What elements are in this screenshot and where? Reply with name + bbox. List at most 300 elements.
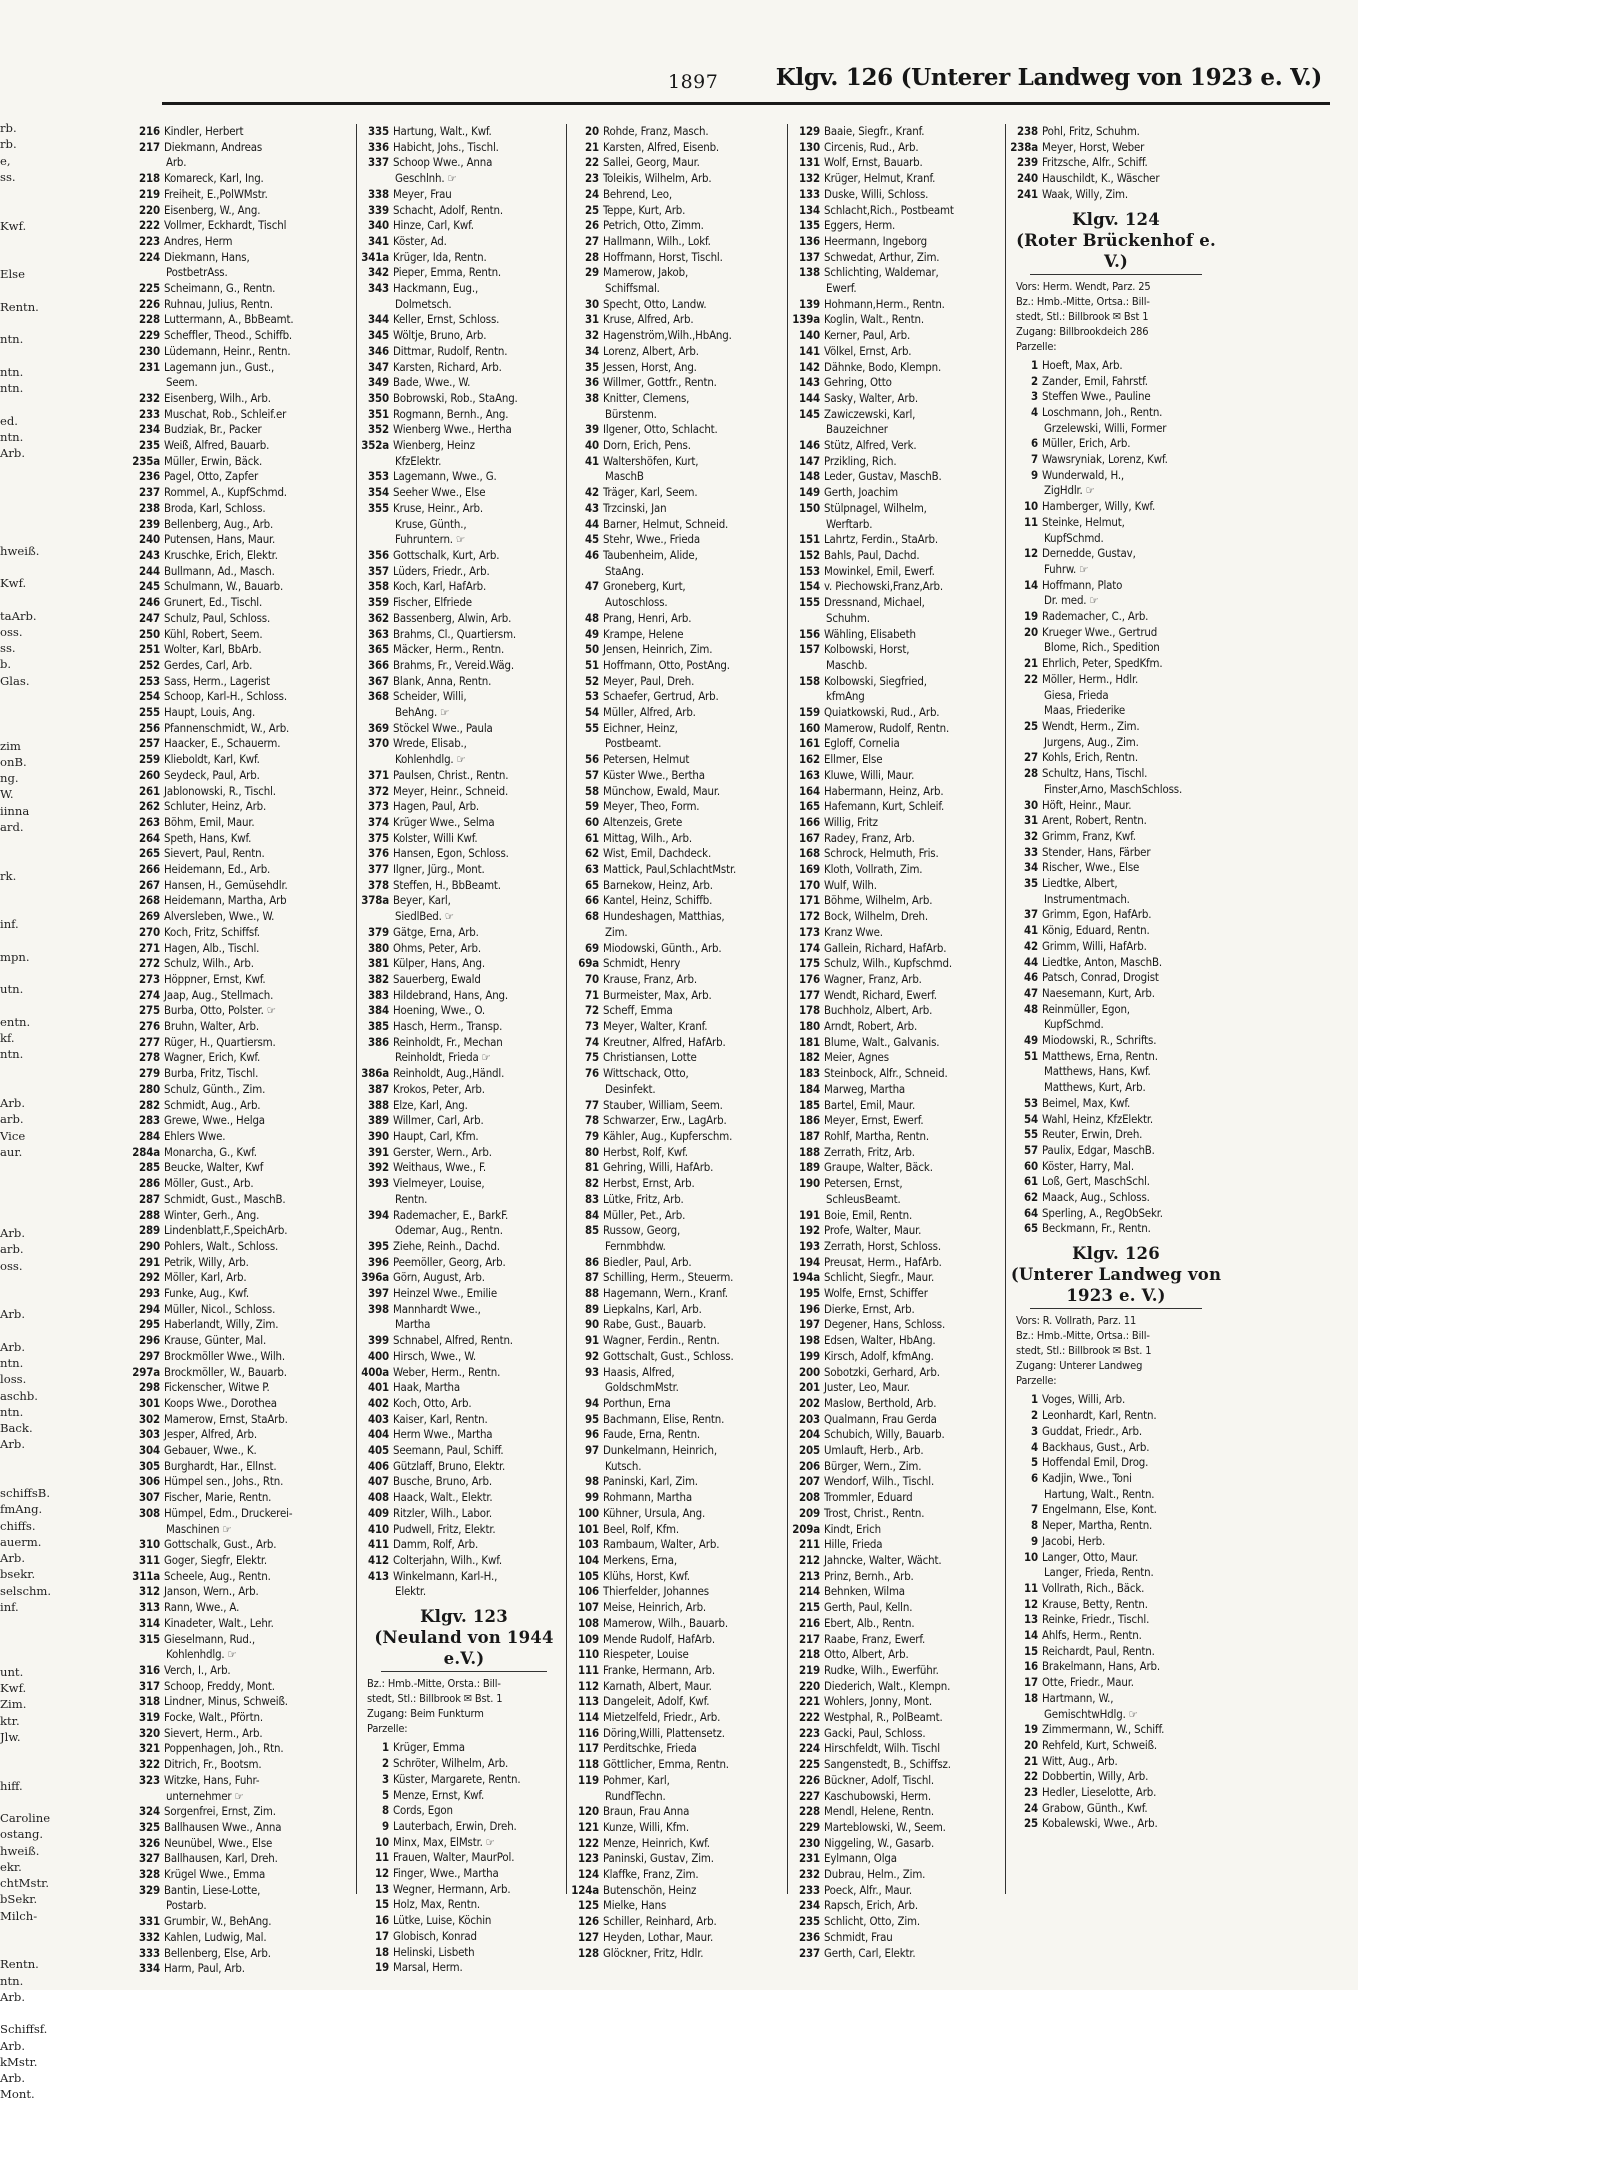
directory-entry bbox=[792, 187, 1007, 203]
entry-continuation: Bauzeichner bbox=[826, 422, 888, 437]
directory-entry bbox=[132, 1726, 354, 1742]
entry-continuation: kfmAng bbox=[826, 689, 865, 704]
directory-entry bbox=[1010, 1754, 1222, 1770]
directory-entry bbox=[792, 1066, 1007, 1082]
plot-number: 144 bbox=[799, 390, 820, 405]
plot-number: 174 bbox=[799, 940, 820, 955]
plot-number: 81 bbox=[585, 1160, 599, 1175]
tenant-text: Dobbertin, Willy, Arb. bbox=[1042, 1769, 1149, 1784]
tenant-text: Kohls, Erich, Rentn. bbox=[1042, 750, 1138, 765]
directory-entry bbox=[571, 1317, 789, 1333]
tenant-text: Schwedat, Arthur, Zim. bbox=[824, 249, 940, 264]
stub-line: Arb. bbox=[0, 1437, 26, 1452]
directory-entry bbox=[792, 564, 1007, 580]
section-info-line: Bz.: Hmb.-Mitte, Ortsa.: Bill- bbox=[1016, 1329, 1150, 1343]
plot-number: 18 bbox=[1024, 1690, 1038, 1705]
section-subtitle: (Roter Brückenhof e. V.) bbox=[1016, 230, 1216, 271]
directory-entry bbox=[792, 1208, 1007, 1224]
directory-entry bbox=[571, 328, 789, 344]
directory-entry bbox=[571, 375, 789, 391]
tenant-text: Ohms, Peter, Arb. bbox=[393, 940, 481, 955]
directory-entry bbox=[571, 1443, 789, 1459]
directory-entry bbox=[361, 1506, 567, 1522]
directory-entry bbox=[571, 752, 789, 768]
tenant-text: Schoop, Karl-H., Schloss. bbox=[164, 689, 287, 704]
entry-continuation: Kruse, Günth., bbox=[395, 516, 467, 531]
tenant-text: Müller, Erwin, Bäck. bbox=[164, 453, 263, 468]
entry-continuation: Postarb. bbox=[166, 1898, 207, 1913]
plot-number: 383 bbox=[368, 987, 389, 1002]
entry-continuation: Giesa, Frieda bbox=[1044, 687, 1109, 702]
directory-entry bbox=[132, 1239, 354, 1255]
plot-number: 233 bbox=[139, 406, 160, 421]
tenant-text: Specht, Otto, Landw. bbox=[603, 296, 707, 311]
directory-entry bbox=[792, 752, 1007, 768]
directory-entry bbox=[361, 548, 567, 564]
plot-number: 46 bbox=[585, 547, 599, 562]
stub-line: ed. bbox=[0, 413, 18, 428]
plot-number: 78 bbox=[585, 1113, 599, 1128]
directory-entry bbox=[361, 768, 567, 784]
directory-entry bbox=[1010, 1190, 1222, 1206]
tenant-text: Gacki, Paul, Schloss. bbox=[824, 1725, 926, 1740]
plot-number: 370 bbox=[368, 736, 389, 751]
tenant-text: Habermann, Heinz, Arb. bbox=[824, 783, 944, 798]
tenant-text: Krüger, Ida, Rentn. bbox=[393, 249, 487, 264]
tenant-text: Freiheit, E.,PolWMstr. bbox=[164, 186, 268, 201]
directory-entry bbox=[792, 846, 1007, 862]
plot-number: 221 bbox=[799, 1694, 820, 1709]
plot-number: 69 bbox=[585, 940, 599, 955]
directory-entry bbox=[792, 1522, 1007, 1538]
tenant-text: Schubich, Willy, Bauarb. bbox=[824, 1427, 945, 1442]
directory-entry bbox=[361, 1019, 567, 1035]
plot-number: 241 bbox=[1017, 186, 1038, 201]
plot-number: 320 bbox=[139, 1725, 160, 1740]
plot-number: 148 bbox=[799, 469, 820, 484]
plot-number: 219 bbox=[799, 1662, 820, 1677]
plot-number: 77 bbox=[585, 1097, 599, 1112]
tenant-text: Grumbir, W., BehAng. bbox=[164, 1914, 272, 1929]
directory-entry bbox=[361, 1819, 567, 1835]
directory-entry bbox=[132, 831, 354, 847]
plot-number: 59 bbox=[585, 799, 599, 814]
directory-entry bbox=[132, 1003, 354, 1019]
plot-number: 146 bbox=[799, 438, 820, 453]
tenant-text: Schulz, Wilh., Kupfschmd. bbox=[824, 956, 952, 971]
plot-number: 29 bbox=[585, 265, 599, 280]
tenant-text: Göttlicher, Emma, Rentn. bbox=[603, 1757, 729, 1772]
tenant-text: Rüger, H., Quartiersm. bbox=[164, 1034, 276, 1049]
plot-number: 331 bbox=[139, 1914, 160, 1929]
stub-line: W. bbox=[0, 787, 14, 802]
tenant-text: Stehr, Wwe., Frieda bbox=[603, 532, 700, 547]
directory-entry bbox=[361, 1537, 567, 1553]
directory-entry bbox=[792, 1380, 1007, 1396]
header-rule bbox=[162, 102, 1330, 105]
plot-number: 183 bbox=[799, 1066, 820, 1081]
tenant-text: Kinadeter, Walt., Lehr. bbox=[164, 1615, 274, 1630]
stub-line bbox=[0, 510, 18, 526]
directory-entry bbox=[132, 1804, 354, 1820]
tenant-text: Fritzsche, Alfr., Schiff. bbox=[1042, 155, 1148, 170]
plot-number: 285 bbox=[139, 1160, 160, 1175]
directory-entry bbox=[1010, 1581, 1222, 1597]
plot-number: 375 bbox=[368, 830, 389, 845]
tenant-text: Haack, Walt., Elektr. bbox=[393, 1490, 493, 1505]
tenant-text: Loß, Gert, MaschSchl. bbox=[1042, 1174, 1150, 1189]
directory-entry bbox=[792, 1019, 1007, 1035]
tenant-text: Komareck, Karl, Ing. bbox=[164, 171, 264, 186]
directory-entry bbox=[571, 1553, 789, 1569]
directory-entry bbox=[361, 1459, 567, 1475]
directory-entry bbox=[571, 815, 789, 831]
stub-line: auerm. bbox=[0, 1534, 42, 1549]
entry-continuation: Bürstenm. bbox=[605, 406, 657, 421]
plot-number: 282 bbox=[139, 1097, 160, 1112]
directory-entry bbox=[792, 454, 1007, 470]
directory-entry bbox=[132, 124, 354, 140]
plot-number: 288 bbox=[139, 1207, 160, 1222]
directory-entry bbox=[132, 1255, 354, 1271]
directory-entry bbox=[792, 250, 1007, 266]
plot-number: 259 bbox=[139, 752, 160, 767]
tenant-text: Hedler, Lieselotte, Arb. bbox=[1042, 1785, 1157, 1800]
directory-entry bbox=[1010, 468, 1222, 484]
plot-number: 68 bbox=[585, 909, 599, 924]
directory-entry bbox=[792, 375, 1007, 391]
directory-entry bbox=[132, 1208, 354, 1224]
plot-number: 333 bbox=[139, 1945, 160, 1960]
tenant-text: Ebert, Alb., Rentn. bbox=[824, 1615, 915, 1630]
tenant-text: Heinzel Wwe., Emilie bbox=[393, 1286, 498, 1301]
plot-number: 399 bbox=[368, 1333, 389, 1348]
tenant-text: Sperling, A., RegObSekr. bbox=[1042, 1205, 1163, 1220]
directory-entry bbox=[571, 250, 789, 266]
directory-entry bbox=[361, 642, 567, 658]
directory-entry bbox=[571, 1349, 789, 1365]
tenant-text: Trzcinski, Jan bbox=[603, 500, 667, 515]
tenant-text: Mamerow, Wilh., Bauarb. bbox=[603, 1615, 728, 1630]
directory-entry bbox=[792, 1663, 1007, 1679]
directory-entry bbox=[571, 862, 789, 878]
directory-entry bbox=[132, 878, 354, 894]
directory-entry bbox=[1010, 813, 1222, 829]
plot-number: 6 bbox=[1031, 1471, 1038, 1485]
plot-number: 13 bbox=[1024, 1612, 1038, 1627]
tenant-text: Klühs, Horst, Kwf. bbox=[603, 1568, 690, 1583]
plot-number: 228 bbox=[799, 1804, 820, 1819]
directory-entry bbox=[571, 124, 789, 140]
directory-entry bbox=[1010, 124, 1222, 140]
directory-entry bbox=[132, 1459, 354, 1475]
tenant-text: Marweg, Martha bbox=[824, 1081, 906, 1096]
plot-number: 94 bbox=[585, 1395, 599, 1410]
tenant-text: Otto, Albert, Arb. bbox=[824, 1647, 909, 1662]
plot-number: 352a bbox=[361, 438, 389, 453]
tenant-text: Voges, Willi, Arb. bbox=[1042, 1392, 1126, 1407]
tenant-text: Qualmann, Frau Gerda bbox=[824, 1411, 937, 1426]
plot-number: 396a bbox=[361, 1270, 389, 1285]
directory-entry bbox=[571, 203, 789, 219]
tenant-text: Wohlers, Jonny, Mont. bbox=[824, 1694, 933, 1709]
directory-entry bbox=[361, 1066, 567, 1082]
plot-number: 160 bbox=[799, 720, 820, 735]
plot-number: 166 bbox=[799, 814, 820, 829]
plot-number: 240 bbox=[139, 532, 160, 547]
plot-number: 11 bbox=[1024, 1580, 1038, 1595]
plot-number: 328 bbox=[139, 1867, 160, 1882]
directory-entry bbox=[132, 752, 354, 768]
tenant-text: Alversleben, Wwe., W. bbox=[164, 909, 275, 924]
tenant-text: Kaiser, Karl, Rentn. bbox=[393, 1411, 488, 1426]
directory-entry bbox=[571, 972, 789, 988]
plot-number: 1 bbox=[1031, 357, 1038, 372]
tenant-text: Schulz, Günth., Zim. bbox=[164, 1081, 266, 1096]
entry-continuation: Maas, Friederike bbox=[1044, 703, 1125, 718]
entry-continuation: Fuhrw. ☞ bbox=[1044, 561, 1089, 576]
plot-number: 374 bbox=[368, 814, 389, 829]
plot-number: 23 bbox=[1024, 1785, 1038, 1800]
tenant-text: Rabe, Gust., Bauarb. bbox=[603, 1317, 707, 1332]
tenant-text: Quiatkowski, Rud., Arb. bbox=[824, 705, 940, 720]
stub-line: ktr. bbox=[0, 1713, 20, 1728]
tenant-text: Kluwe, Willi, Maur. bbox=[824, 767, 915, 782]
tenant-text: Karsten, Richard, Arb. bbox=[393, 359, 502, 374]
plot-number: 32 bbox=[585, 328, 599, 343]
plot-number: 238 bbox=[139, 500, 160, 515]
plot-number: 276 bbox=[139, 1019, 160, 1034]
directory-entry bbox=[792, 344, 1007, 360]
stub-line: Mont. bbox=[0, 2087, 35, 2102]
plot-number: 20 bbox=[1024, 1737, 1038, 1752]
tenant-text: Dähnke, Bodo, Klempn. bbox=[824, 359, 942, 374]
tenant-text: Goger, Siegfr, Elektr. bbox=[164, 1552, 267, 1567]
tenant-text: Külper, Hans, Ang. bbox=[393, 956, 485, 971]
directory-entry bbox=[361, 1003, 567, 1019]
stub-line bbox=[0, 689, 18, 705]
directory-entry bbox=[1010, 452, 1222, 468]
tenant-text: Knitter, Clemens, bbox=[603, 390, 690, 405]
stub-line: Arb. bbox=[0, 1989, 26, 2004]
plot-number: 192 bbox=[799, 1223, 820, 1238]
plot-number: 311a bbox=[132, 1568, 160, 1583]
directory-entry bbox=[361, 1772, 567, 1788]
section-info-line: stedt, Stl.: Billbrook ✉ Bst. 1 bbox=[1016, 1344, 1152, 1358]
tenant-text: Beimel, Max, Kwf. bbox=[1042, 1095, 1131, 1110]
directory-entry bbox=[132, 941, 354, 957]
plot-number: 24 bbox=[585, 186, 599, 201]
tenant-text: Wegner, Hermann, Arb. bbox=[393, 1881, 511, 1896]
stub-line: iinna bbox=[0, 803, 30, 818]
directory-entry bbox=[792, 1616, 1007, 1632]
entry-continuation: Blome, Rich., Spedition bbox=[1044, 640, 1160, 655]
plot-number: 172 bbox=[799, 909, 820, 924]
tenant-text: Haasis, Alfred, bbox=[603, 1364, 675, 1379]
tenant-text: Schlicht, Otto, Zim. bbox=[824, 1914, 920, 1929]
tenant-text: Böhme, Wilhelm, Arb. bbox=[824, 893, 933, 908]
tenant-text: Schmidt, Henry bbox=[603, 956, 681, 971]
stub-line: hweiß. bbox=[0, 1843, 40, 1858]
plot-number: 147 bbox=[799, 453, 820, 468]
plot-number: 116 bbox=[578, 1725, 599, 1740]
plot-number: 296 bbox=[139, 1333, 160, 1348]
directory-entry bbox=[571, 1647, 789, 1663]
directory-entry bbox=[361, 344, 567, 360]
tenant-text: Haupt, Louis, Ang. bbox=[164, 705, 256, 720]
plot-number: 54 bbox=[585, 705, 599, 720]
directory-entry bbox=[1010, 358, 1222, 374]
tenant-text: Steinke, Helmut, bbox=[1042, 514, 1125, 529]
directory-entry bbox=[132, 689, 354, 705]
tenant-text: Bruhn, Walter, Arb. bbox=[164, 1019, 259, 1034]
tenant-text: Krüger Wwe., Selma bbox=[393, 814, 495, 829]
plot-number: 39 bbox=[585, 422, 599, 437]
stub-line: Vice bbox=[0, 1128, 26, 1143]
tenant-text: Wendt, Richard, Ewerf. bbox=[824, 987, 937, 1002]
plot-number: 257 bbox=[139, 736, 160, 751]
column-1 bbox=[132, 124, 354, 1976]
plot-number: 123 bbox=[578, 1851, 599, 1866]
directory-entry bbox=[1010, 1534, 1222, 1550]
tenant-text: Broda, Karl, Schloss. bbox=[164, 500, 266, 515]
tenant-text: Matthews, Erna, Rentn. bbox=[1042, 1048, 1158, 1063]
plot-number: 60 bbox=[585, 814, 599, 829]
directory-entry bbox=[571, 1396, 789, 1412]
plot-number: 55 bbox=[585, 720, 599, 735]
tenant-text: Dierke, Ernst, Arb. bbox=[824, 1301, 915, 1316]
directory-entry bbox=[571, 155, 789, 171]
plot-number: 65 bbox=[585, 877, 599, 892]
directory-entry bbox=[571, 1867, 789, 1883]
tenant-text: Edsen, Walter, HbAng. bbox=[824, 1333, 936, 1348]
plot-number: 389 bbox=[368, 1113, 389, 1128]
plot-number: 85 bbox=[585, 1223, 599, 1238]
plot-number: 336 bbox=[368, 139, 389, 154]
stub-line: Rentn. bbox=[0, 1957, 39, 1972]
tenant-text: Rambaum, Walter, Arb. bbox=[603, 1537, 720, 1552]
plot-number: 236 bbox=[139, 469, 160, 484]
plot-number: 11 bbox=[375, 1850, 389, 1865]
tenant-text: Schoop, Freddy, Mont. bbox=[164, 1678, 275, 1693]
plot-number: 212 bbox=[799, 1552, 820, 1567]
tenant-text: Wolf, Ernst, Bauarb. bbox=[824, 155, 923, 170]
tenant-text: Wolfe, Ernst, Schiffer bbox=[824, 1286, 928, 1301]
stub-line bbox=[0, 1209, 18, 1225]
tenant-text: Juster, Leo, Maur. bbox=[824, 1380, 910, 1395]
plot-number: 48 bbox=[1024, 1001, 1038, 1016]
tenant-text: Schacht, Adolf, Rentn. bbox=[393, 202, 503, 217]
plot-number: 316 bbox=[139, 1662, 160, 1677]
plot-number: 19 bbox=[375, 1960, 389, 1975]
directory-entry bbox=[132, 297, 354, 313]
tenant-text: Reinholdt, Aug.,Händl. bbox=[393, 1066, 505, 1081]
entry-continuation: Maschb. bbox=[826, 657, 868, 672]
entry-continuation: Schuhm. bbox=[826, 610, 870, 625]
plot-number: 46 bbox=[1024, 970, 1038, 985]
plot-number: 237 bbox=[139, 485, 160, 500]
directory-entry bbox=[361, 988, 567, 1004]
directory-entry bbox=[792, 862, 1007, 878]
plot-number: 386 bbox=[368, 1034, 389, 1049]
tenant-text: Scheele, Aug., Rentn. bbox=[164, 1568, 271, 1583]
directory-entry bbox=[132, 768, 354, 784]
stub-line: selschm. bbox=[0, 1583, 52, 1598]
tenant-text: Luttermann, A., BbBeamt. bbox=[164, 312, 294, 327]
plot-number: 251 bbox=[139, 642, 160, 657]
directory-entry bbox=[361, 312, 567, 328]
plot-number: 412 bbox=[368, 1552, 389, 1567]
plot-number: 47 bbox=[585, 579, 599, 594]
tenant-text: Bade, Wwe., W. bbox=[393, 375, 471, 390]
directory-entry bbox=[1010, 1628, 1222, 1644]
stub-line: oss. bbox=[0, 624, 23, 639]
plot-number: 42 bbox=[1024, 938, 1038, 953]
directory-entry bbox=[792, 1302, 1007, 1318]
directory-entry bbox=[792, 1867, 1007, 1883]
plot-number: 51 bbox=[585, 657, 599, 672]
plot-number: 227 bbox=[799, 1788, 820, 1803]
directory-entry bbox=[571, 532, 789, 548]
directory-entry bbox=[571, 1537, 789, 1553]
plot-number: 153 bbox=[799, 563, 820, 578]
plot-number: 263 bbox=[139, 814, 160, 829]
tenant-text: Vollrath, Rich., Bäck. bbox=[1042, 1580, 1145, 1595]
plot-number: 12 bbox=[375, 1866, 389, 1881]
directory-entry bbox=[792, 736, 1007, 752]
tenant-text: Bachmann, Elise, Rentn. bbox=[603, 1411, 725, 1426]
tenant-text: Sallei, Georg, Maur. bbox=[603, 155, 700, 170]
tenant-text: Mamerow, Jakob, bbox=[603, 265, 689, 280]
plot-number: 293 bbox=[139, 1286, 160, 1301]
plot-number: 51 bbox=[1024, 1048, 1038, 1063]
plot-number: 182 bbox=[799, 1050, 820, 1065]
plot-number: 69a bbox=[578, 956, 599, 971]
directory-entry bbox=[792, 1647, 1007, 1663]
plot-number: 297 bbox=[139, 1348, 160, 1363]
directory-entry bbox=[132, 1883, 354, 1899]
tenant-text: Hohmann,Herm., Rentn. bbox=[824, 296, 945, 311]
plot-number: 311 bbox=[139, 1552, 160, 1567]
stub-line: Schiffsf. bbox=[0, 2022, 48, 2037]
directory-entry bbox=[1010, 578, 1222, 594]
plot-number: 185 bbox=[799, 1097, 820, 1112]
directory-entry bbox=[361, 1176, 567, 1192]
entry-continuation: GemischtwHdlg. ☞ bbox=[1044, 1706, 1138, 1721]
tenant-text: Wendorf, Wilh., Tischl. bbox=[824, 1474, 935, 1489]
plot-number: 9 bbox=[1031, 1533, 1038, 1548]
directory-entry bbox=[792, 1474, 1007, 1490]
directory-entry bbox=[1010, 1424, 1222, 1440]
directory-entry bbox=[792, 469, 1007, 485]
directory-entry bbox=[132, 1270, 354, 1286]
directory-entry bbox=[792, 1223, 1007, 1239]
plot-number: 133 bbox=[799, 186, 820, 201]
entry-continuation: Langer, Frieda, Rentn. bbox=[1044, 1565, 1154, 1580]
plot-number: 358 bbox=[368, 579, 389, 594]
directory-entry bbox=[792, 579, 1007, 595]
directory-entry bbox=[1010, 1049, 1222, 1065]
tenant-text: Speth, Hans, Kwf. bbox=[164, 830, 252, 845]
directory-entry bbox=[1010, 656, 1222, 672]
directory-entry bbox=[571, 909, 789, 925]
stub-line bbox=[0, 1794, 18, 1810]
plot-number: 319 bbox=[139, 1710, 160, 1725]
directory-entry bbox=[361, 862, 567, 878]
tenant-text: Thierfelder, Johannes bbox=[603, 1584, 709, 1599]
plot-number: 70 bbox=[585, 971, 599, 986]
directory-entry bbox=[571, 1930, 789, 1946]
